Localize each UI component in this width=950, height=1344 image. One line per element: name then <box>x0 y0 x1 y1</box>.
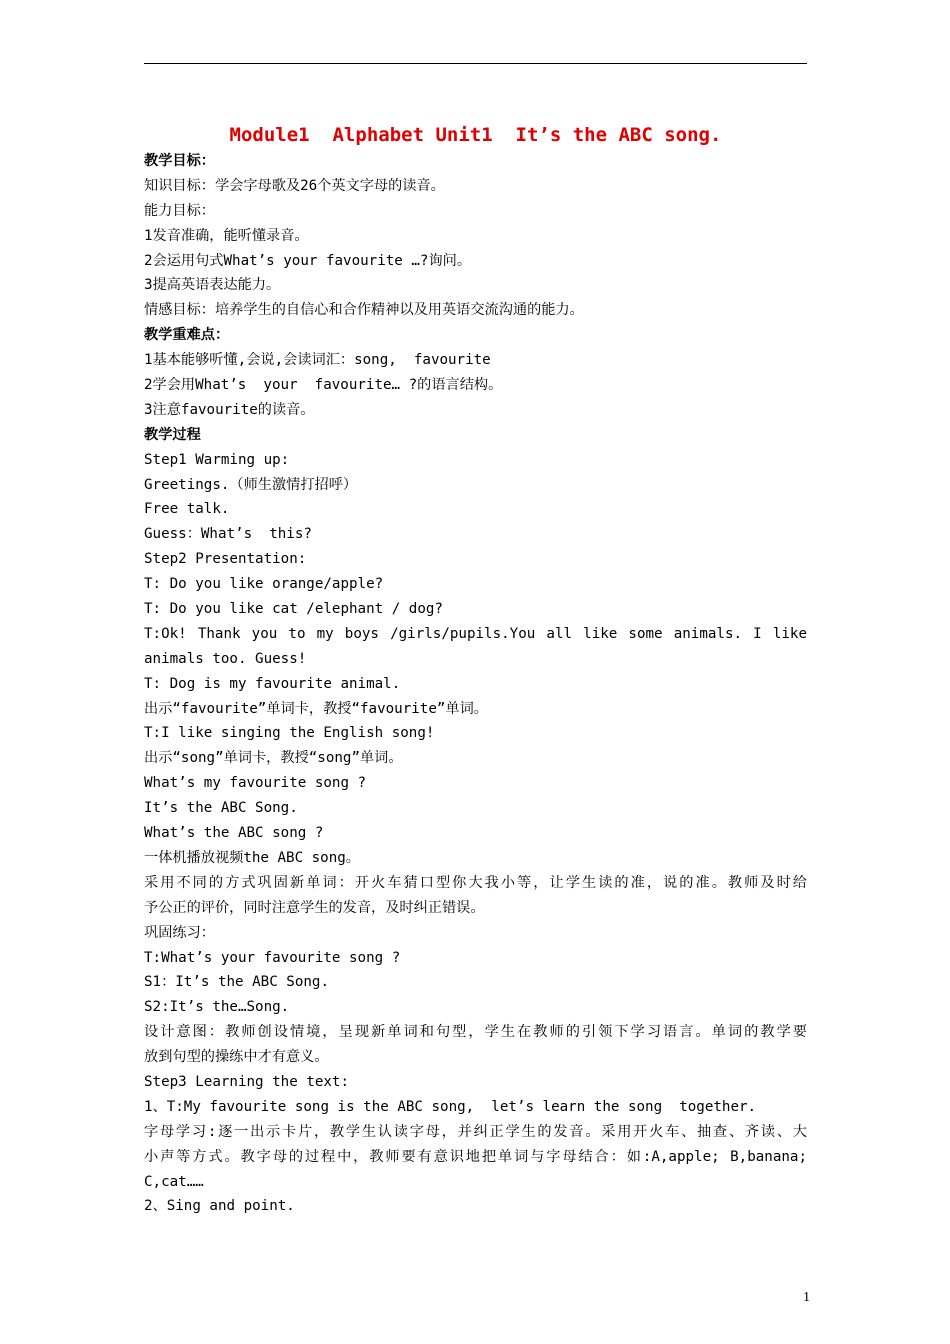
text-line: 巩固练习： <box>144 924 215 941</box>
section-heading: 教学过程 <box>144 426 201 443</box>
lesson-title: Module1 Alphabet Unit1 It’s the ABC song. <box>229 124 722 146</box>
text-line: 字母学习:逐一出示卡片，教学生认读字母，并纠正学生的发音。采用开火车、抽查、齐读、大 <box>144 1123 807 1140</box>
text-line: 予公正的评价，同时注意学生的发音，及时纠正错误。 <box>144 899 485 916</box>
text-line: T: Do you like orange/apple? <box>144 576 384 593</box>
text-line: 知识目标：学会字母歌及26个英文字母的读音。 <box>144 177 445 194</box>
text-line: T:I like singing the English song! <box>144 725 435 742</box>
text-line: 1、T:My favourite song is the ABC song, let’s learn the song together. <box>144 1098 757 1115</box>
text-line: 小声等方式。教字母的过程中，教师要有意识地把单词与字母结合：如:A,apple; B,banana; <box>144 1148 807 1165</box>
text-line: T: Do you like cat /elephant / dog? <box>144 601 443 618</box>
text-line: C,cat…… <box>144 1173 204 1190</box>
text-line: What’s my favourite song ? <box>144 775 367 792</box>
text-line: Step1 Warming up: <box>144 451 290 468</box>
text-line: 出示“favourite”单词卡，教授“favourite”单词。 <box>144 700 488 717</box>
text-line: 1基本能够听懂,会说,会读词汇：song, favourite <box>144 352 491 369</box>
section-heading: 教学重难点： <box>144 327 230 344</box>
text-line: S2:It’s the…Song. <box>144 999 290 1016</box>
text-line: Step3 Learning the text: <box>144 1073 349 1090</box>
text-line: S1：It’s the ABC Song. <box>144 974 330 991</box>
text-line: 采用不同的方式巩固新单词：开火车猜口型你大我小等，让学生读的准，说的准。教师及时给 <box>144 874 807 891</box>
lesson-body <box>144 149 807 1219</box>
text-line: Greetings.（师生激情打招呼） <box>144 476 358 493</box>
text-line: Free talk. <box>144 501 230 518</box>
section-heading: 教学目标： <box>144 153 215 169</box>
text-line: Step2 Presentation: <box>144 551 307 568</box>
text-line: It’s the ABC Song. <box>144 800 298 817</box>
text-line: 1发音准确，能听懂录音。 <box>144 227 309 244</box>
text-line: What’s the ABC song ? <box>144 825 324 842</box>
text-line: 一体机播放视频the ABC song。 <box>144 849 360 866</box>
text-line: 情感目标：培养学生的自信心和合作精神以及用英语交流沟通的能力。 <box>144 302 584 319</box>
text-line: T: Dog is my favourite animal. <box>144 675 401 692</box>
text-line: 3提高英语表达能力。 <box>144 277 281 294</box>
text-line: Guess：What’s this? <box>144 526 312 543</box>
text-line: T:What’s your favourite song ? <box>144 949 401 966</box>
text-line: 设计意图：教师创设情境，呈现新单词和句型，学生在教师的引领下学习语言。单词的教学要 <box>144 1024 807 1041</box>
header-rule <box>144 63 807 64</box>
text-line: 2、Sing and point. <box>144 1198 295 1215</box>
text-line: T:Ok! Thank you to my boys /girls/pupils.You all like some animals. I like <box>144 625 807 642</box>
text-line: 3注意favourite的读音。 <box>144 401 315 418</box>
text-line: 2会运用句式What’s your favourite …?询问。 <box>144 252 472 269</box>
text-line: 能力目标： <box>144 202 215 219</box>
text-line: 2学会用What’s your favourite… ?的语言结构。 <box>144 377 503 394</box>
text-line: 出示“song”单词卡，教授“song”单词。 <box>144 750 403 767</box>
text-line: 放到句型的操练中才有意义。 <box>144 1049 329 1066</box>
page-number: 1 <box>803 1290 810 1305</box>
text-line: animals too. Guess! <box>144 650 307 667</box>
